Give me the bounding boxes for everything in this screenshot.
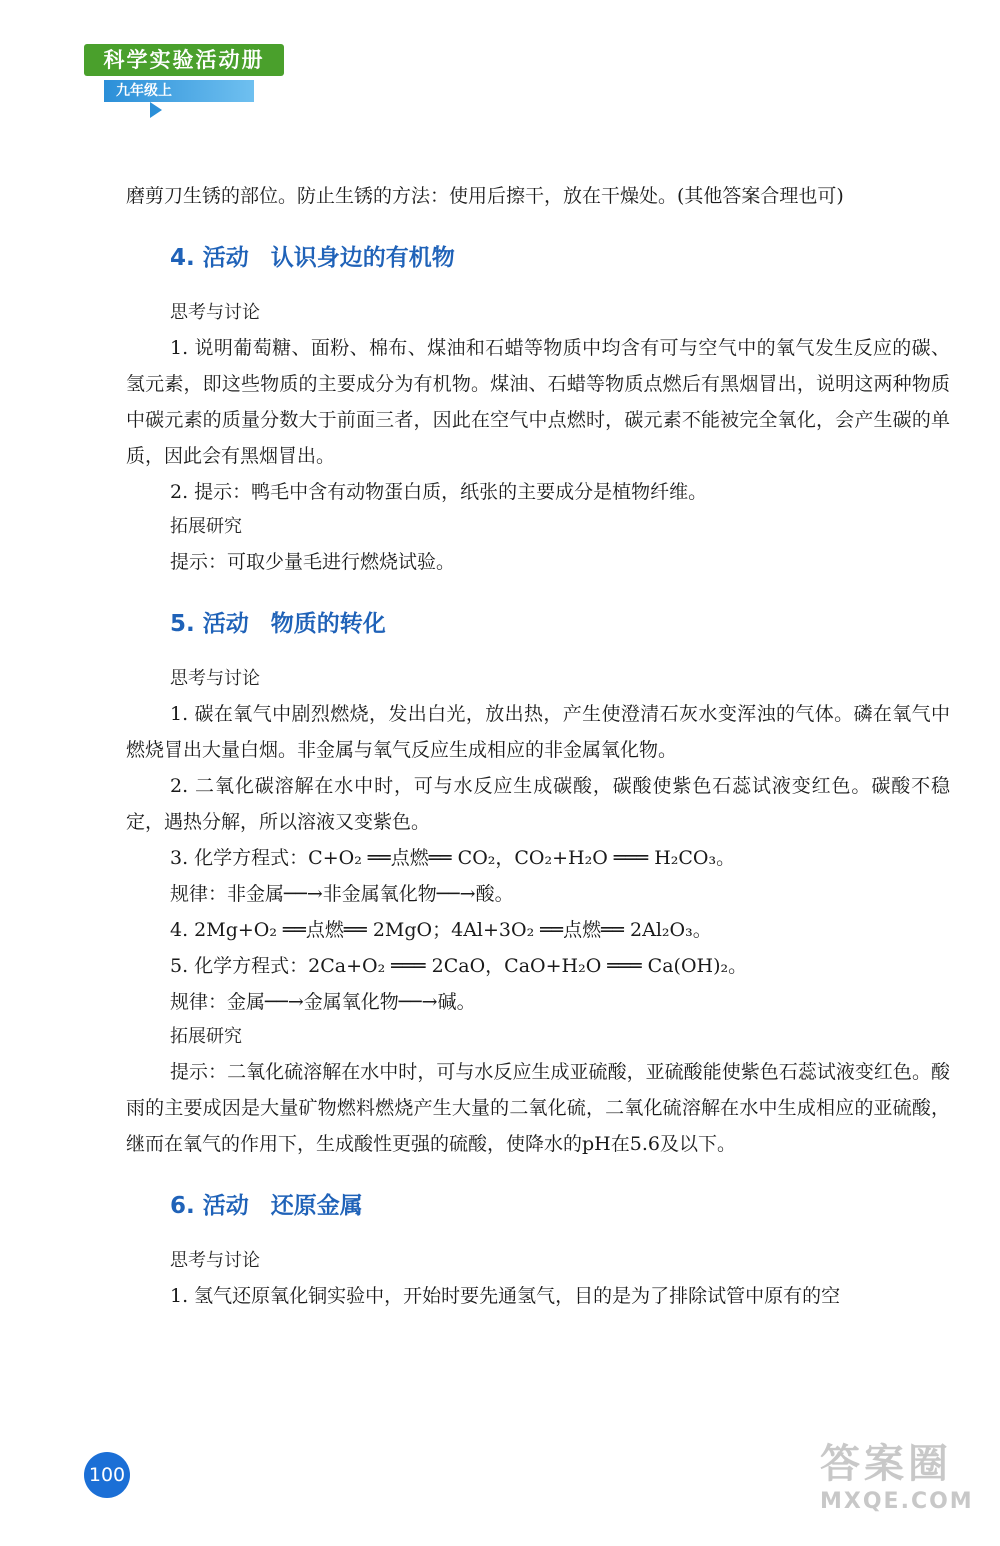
think-label: 思考与讨论	[170, 302, 260, 323]
think-label: 思考与讨论	[170, 1250, 260, 1271]
equation-line: 3. 化学方程式：C+O₂ ══点燃══ CO₂，CO₂+H₂O ═══ H₂CO₃。	[170, 847, 736, 869]
section-label: 活动	[202, 1193, 249, 1219]
answer-item: 2. 提示：鸭毛中含有动物蛋白质，纸张的主要成分是植物纤维。	[170, 481, 708, 503]
section-heading-5	[126, 604, 950, 644]
section-number: 5.	[170, 611, 195, 637]
extend-label: 拓展研究	[170, 516, 242, 537]
watermark-url: MXQE.COM	[820, 1489, 974, 1514]
section-title: 认识身边的有机物	[270, 245, 455, 271]
think-label: 思考与讨论	[170, 668, 260, 689]
section-heading-4	[126, 238, 950, 278]
section-label: 活动	[202, 245, 249, 271]
extend-text: 提示：二氧化硫溶解在水中时，可与水反应生成亚硫酸，亚硫酸能使紫色石蕊试液变红色。酸雨的主要成因是大量矿物燃料燃烧产生大量的二氧化硫，二氧化硫溶解在水中生成相应的亚硫酸，继而在氧气的作用下，生成酸性更强的硫酸，使降水的pH在5.6及以下。	[126, 1061, 950, 1155]
book-header	[84, 44, 294, 114]
rule-line: 规律：非金属──→非金属氧化物──→酸。	[170, 883, 514, 905]
answer-item: 1. 说明葡萄糖、面粉、棉布、煤油和石蜡等物质中均含有可与空气中的氧气发生反应的碳、氢元素，即这些物质的主要成分为有机物。煤油、石蜡等物质点燃后有黑烟冒出，说明这两种物质中碳元素的质量分数大于前面三者，因此在空气中点燃时，碳元素不能被完全氧化，会产生碳的单质，因此会有黑烟冒出。	[126, 337, 950, 467]
section-number: 4.	[170, 245, 195, 271]
equation-line: 5. 化学方程式：2Ca+O₂ ═══ 2CaO，CaO+H₂O ═══ Ca(OH)₂。	[170, 955, 748, 977]
extend-text: 提示：可取少量毛进行燃烧试验。	[170, 551, 456, 573]
section-title: 物质的转化	[270, 611, 386, 637]
answer-item: 1. 氢气还原氧化铜实验中，开始时要先通氢气，目的是为了排除试管中原有的空	[170, 1285, 841, 1307]
intro-line: 磨剪刀生锈的部位。防止生锈的方法：使用后擦干，放在干燥处。(其他答案合理也可)	[126, 185, 844, 207]
rule-line: 规律：金属──→金属氧化物──→碱。	[170, 991, 476, 1013]
header-arrow-icon	[150, 102, 162, 118]
section-title: 还原金属	[270, 1193, 363, 1219]
watermark-logo: 答案圈	[820, 1441, 952, 1487]
section-label: 活动	[202, 611, 249, 637]
answer-item: 1. 碳在氧气中剧烈燃烧，发出白光，放出热，产生使澄清石灰水变浑浊的气体。磷在氧气中燃烧冒出大量白烟。非金属与氧气反应生成相应的非金属氧化物。	[126, 703, 950, 761]
section-number: 6.	[170, 1193, 195, 1219]
section-heading-6	[126, 1186, 950, 1226]
grade-label: 九年级上	[104, 80, 254, 102]
answer-item: 2. 二氧化碳溶解在水中时，可与水反应生成碳酸，碳酸使紫色石蕊试液变红色。碳酸不稳定，遇热分解，所以溶液又变紫色。	[126, 775, 950, 833]
page-content	[126, 178, 950, 1314]
extend-label: 拓展研究	[170, 1026, 242, 1047]
equation-line: 4. 2Mg+O₂ ══点燃══ 2MgO；4Al+3O₂ ══点燃══ 2Al₂O₃。	[170, 919, 712, 941]
page-number: 100	[84, 1452, 130, 1498]
watermark	[820, 1440, 980, 1530]
book-title: 科学实验活动册	[84, 44, 284, 76]
